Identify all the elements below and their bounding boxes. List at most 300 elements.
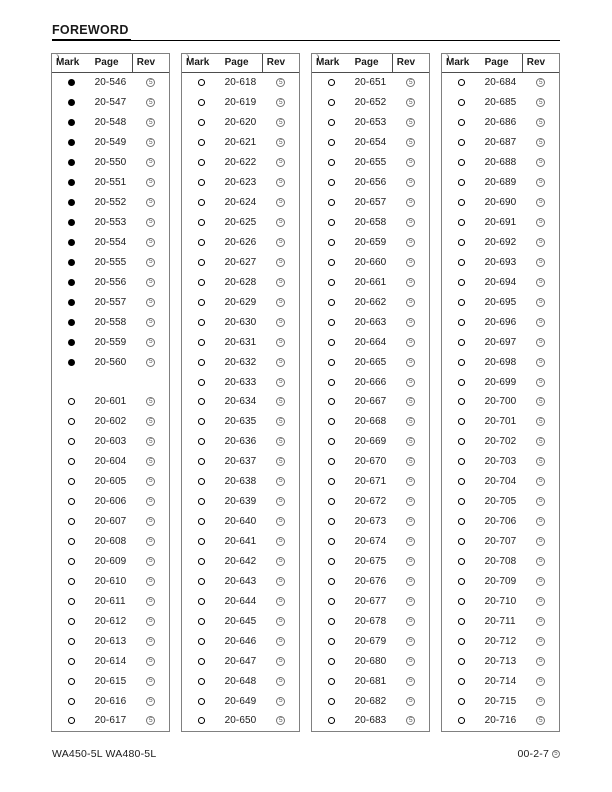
mark-cell [442,233,481,253]
mark-cell [442,492,481,512]
rev-cell [133,512,169,532]
mark-open-circle-icon [458,618,466,625]
mark-open-circle-icon [328,119,336,126]
rev-cell [263,552,299,572]
table-row [442,452,559,472]
mark-open-circle-icon [458,518,466,525]
rev-cell [523,153,559,173]
page-number-cell: 20-556 [94,276,127,288]
rev-circled-number-icon: 5 [536,378,545,387]
page-number-cell: 20-636 [224,436,257,448]
mark-open-circle-icon [328,259,336,266]
rev-cell [393,691,429,711]
rev-circled-number-icon: 5 [276,138,285,147]
rev-cell [263,372,299,392]
rev-circled-number-icon: 5 [146,138,155,147]
page-number-cell: 20-660 [354,256,387,268]
rev-circled-number-icon: 5 [536,338,545,347]
table-row [442,671,559,691]
mark-cell [182,452,221,472]
mark-cell [312,452,351,472]
page-number-cell: 20-615 [94,675,127,687]
page-number-cell: 20-628 [224,276,257,288]
table-row [52,651,169,671]
rev-circled-number-icon: 5 [146,298,155,307]
page-number-cell: 20-633 [224,376,257,388]
mark-open-circle-icon [458,578,466,585]
mark-open-circle-icon [198,618,206,625]
table-row [442,213,559,233]
rev-cell [523,272,559,292]
mark-cell [312,472,351,492]
page-number-cell: 20-551 [94,177,127,189]
rev-cell [393,153,429,173]
mark-cell [182,671,221,691]
table-row [182,631,299,651]
revision-table [441,53,560,732]
page-footer [52,748,560,760]
rev-circled-number-icon: 5 [276,597,285,606]
rev-circled-number-icon: 5 [406,358,415,367]
rev-cell [133,432,169,452]
table-row [52,173,169,193]
page-number-cell: 20-709 [484,575,517,587]
rev-circled-number-icon: 5 [146,78,155,87]
page-number-cell: 20-621 [224,137,257,149]
rev-cell [133,173,169,193]
rev-cell [263,512,299,532]
page-number-cell: 20-613 [94,635,127,647]
mark-open-circle-icon [458,658,466,665]
mark-cell [442,512,481,532]
rev-circled-number-icon: 5 [276,78,285,87]
mark-open-circle-icon [68,698,76,705]
page-number-cell: 20-683 [354,715,387,727]
table-row [182,93,299,113]
page-number-cell: 20-693 [484,256,517,268]
page-number-cell: 20-650 [224,715,257,727]
page-number-cell: 20-701 [484,416,517,428]
rev-cell [393,272,429,292]
table-row [312,691,429,711]
table-row [52,571,169,591]
table-row [52,711,169,731]
mark-cell [442,193,481,213]
mark-filled-circle-icon [68,219,75,226]
mark-cell [312,591,351,611]
table-row [312,432,429,452]
page-number-cell: 20-614 [94,655,127,667]
mark-open-circle-icon [328,698,336,705]
rev-cell [523,392,559,412]
mark-open-circle-icon [458,279,466,286]
rev-circled-number-icon: 5 [146,118,155,127]
mark-open-circle-icon [198,239,206,246]
mark-open-circle-icon [328,239,336,246]
mark-open-circle-icon [458,199,466,206]
page-number-cell: 20-658 [354,217,387,229]
table-row [312,312,429,332]
mark-cell [312,252,351,272]
rev-cell [523,213,559,233]
mark-open-circle-icon [328,99,336,106]
mark-cell [52,153,91,173]
rev-cell [263,691,299,711]
mark-open-circle-icon [458,698,466,705]
rev-cell [133,552,169,572]
rev-circled-number-icon: 5 [536,318,545,327]
mark-cell [182,611,221,631]
mark-open-circle-icon [198,199,206,206]
col-header-mark: Mark [182,54,189,61]
rev-cell [263,173,299,193]
mark-cell [312,611,351,631]
rev-circled-number-icon: 5 [276,657,285,666]
mark-open-circle-icon [68,658,76,665]
page-number-cell: 20-611 [94,595,126,607]
page-number-cell: 20-608 [94,536,127,548]
rev-cell [133,452,169,472]
mark-filled-circle-icon [68,339,75,346]
table-row [52,372,169,392]
mark-open-circle-icon [68,558,76,565]
rev-cell [393,93,429,113]
table-row [312,412,429,432]
rev-cell [523,412,559,432]
rev-circled-number-icon: 5 [406,138,415,147]
rev-circled-number-icon: 5 [146,637,155,646]
rev-circled-number-icon: 5 [406,278,415,287]
table-row [52,412,169,432]
mark-cell [52,651,91,671]
table-row [52,332,169,352]
mark-open-circle-icon [198,438,206,445]
mark-open-circle-icon [328,359,336,366]
mark-open-circle-icon [328,717,336,724]
rev-cell [263,113,299,133]
mark-open-circle-icon [458,478,466,485]
mark-cell [52,233,91,253]
mark-cell [312,691,351,711]
page-number-cell: 20-553 [94,217,127,229]
mark-cell [182,631,221,651]
rev-cell [263,571,299,591]
page-number-cell: 20-623 [224,177,257,189]
mark-cell [182,272,221,292]
mark-open-circle-icon [198,379,206,386]
table-row [182,73,299,93]
mark-cell [442,631,481,651]
mark-filled-circle-icon [68,119,75,126]
page-number-cell: 20-620 [224,117,257,129]
table-row [182,352,299,372]
table-row [52,272,169,292]
table-row [52,671,169,691]
table-row [182,412,299,432]
rev-cell [263,213,299,233]
col-header-page: Page [221,54,263,72]
page-number-cell: 20-687 [484,137,517,149]
page-number-cell: 20-618 [224,77,257,89]
mark-open-circle-icon [198,279,206,286]
rev-circled-number-icon: 5 [146,358,155,367]
mark-open-circle-icon [198,319,206,326]
mark-open-circle-icon [328,139,336,146]
mark-cell [442,472,481,492]
table-header-row [52,54,169,73]
rev-cell [393,711,429,731]
mark-cell [52,252,91,272]
table-row [182,432,299,452]
rev-circled-number-icon: 5 [536,98,545,107]
rev-cell [133,213,169,233]
table-row [312,651,429,671]
mark-cell [182,352,221,372]
mark-cell [182,571,221,591]
rev-circled-number-icon: 5 [146,258,155,267]
table-row [442,472,559,492]
table-row [182,173,299,193]
page-number-cell: 20-696 [484,316,517,328]
table-row [442,412,559,432]
table-row [312,532,429,552]
table-row [442,631,559,651]
mark-filled-circle-icon [68,139,75,146]
page-number-cell: 20-712 [484,635,517,647]
mark-cell [182,73,221,93]
rev-circled-number-icon: 5 [406,677,415,686]
rev-cell [393,392,429,412]
col-header-mark: Mark [442,54,449,61]
rev-circled-number-icon: 5 [536,417,545,426]
mark-cell [442,571,481,591]
table-row [52,472,169,492]
rev-circled-number-icon: 5 [536,397,545,406]
rev-cell [133,133,169,153]
mark-cell [442,173,481,193]
mark-cell [312,113,351,133]
mark-cell [442,213,481,233]
page-number-cell: 20-632 [224,356,257,368]
rev-circled-number-icon: 5 [536,617,545,626]
rev-circled-number-icon: 5 [146,697,155,706]
mark-open-circle-icon [198,638,206,645]
page-number-cell: 20-638 [224,476,257,488]
page-number: 00-2-7 [517,748,549,760]
rev-circled-number-icon: 5 [406,517,415,526]
rev-cell [133,392,169,412]
mark-cell [182,153,221,173]
rev-cell [263,412,299,432]
table-row [312,452,429,472]
mark-open-circle-icon [328,578,336,585]
col-header-page: Page [91,54,133,72]
mark-cell [182,552,221,572]
mark-cell [182,252,221,272]
rev-circled-number-icon: 5 [276,278,285,287]
rev-cell [393,352,429,372]
mark-open-circle-icon [68,598,76,605]
mark-cell [182,193,221,213]
mark-cell [312,153,351,173]
mark-open-circle-icon [328,179,336,186]
rev-cell [523,472,559,492]
rev-circled-number-icon: 5 [536,716,545,725]
page-number-cell: 20-690 [484,197,517,209]
col-header-rev: Rev [266,57,286,68]
rev-cell [393,492,429,512]
mark-cell [52,113,91,133]
rev-cell [393,372,429,392]
table-row [52,591,169,611]
rev-circled-number-icon: 5 [406,437,415,446]
table-row [52,691,169,711]
table-row [182,571,299,591]
mark-cell [312,272,351,292]
mark-open-circle-icon [458,538,466,545]
rev-cell [393,611,429,631]
table-row [442,571,559,591]
rev-circled-number-icon: 5 [406,238,415,247]
rev-cell [263,312,299,332]
mark-open-circle-icon [458,299,466,306]
rev-cell [263,73,299,93]
page-number-cell: 20-558 [94,316,127,328]
mark-open-circle-icon [328,438,336,445]
rev-circled-number-icon: 5 [146,477,155,486]
mark-open-circle-icon [458,219,466,226]
mark-open-circle-icon [328,219,336,226]
mark-cell [182,472,221,492]
mark-open-circle-icon [328,339,336,346]
mark-open-circle-icon [328,538,336,545]
rev-circled-number-icon: 5 [406,577,415,586]
table-row [182,611,299,631]
page-number-cell: 20-619 [224,97,257,109]
rev-circled-number-icon: 5 [406,477,415,486]
mark-open-circle-icon [68,438,76,445]
mark-open-circle-icon [458,99,466,106]
mark-cell [182,591,221,611]
rev-cell [523,133,559,153]
rev-cell [523,631,559,651]
page-number-cell: 20-642 [224,555,257,567]
table-row [442,153,559,173]
mark-cell [182,691,221,711]
mark-open-circle-icon [198,518,206,525]
mark-cell [52,292,91,312]
rev-cell [263,332,299,352]
rev-cell [523,432,559,452]
page-number-cell: 20-669 [354,436,387,448]
mark-open-circle-icon [68,498,76,505]
rev-circled-number-icon: 5 [276,457,285,466]
mark-cell [52,73,91,93]
page-number-cell: 20-684 [484,77,517,89]
page-number-cell: 20-695 [484,296,517,308]
mark-cell [312,631,351,651]
mark-cell [312,332,351,352]
page-number-cell: 20-677 [354,595,387,607]
mark-open-circle-icon [458,418,466,425]
rev-circled-number-icon: 5 [146,338,155,347]
rev-cell [133,272,169,292]
rev-cell [523,452,559,472]
mark-cell [182,492,221,512]
mark-cell [312,571,351,591]
page-number-cell: 20-699 [484,376,517,388]
rev-circled-number-icon: 5 [536,78,545,87]
rev-circled-number-icon: 5 [536,278,545,287]
rev-circled-number-icon: 5 [146,198,155,207]
rev-circled-number-icon: 5 [146,397,155,406]
mark-open-circle-icon [198,159,206,166]
page-number-cell: 20-672 [354,496,387,508]
table-row [52,93,169,113]
rev-cell [393,133,429,153]
mark-open-circle-icon [458,319,466,326]
table-row [182,113,299,133]
rev-circled-number-icon: 5 [536,477,545,486]
rev-circled-number-icon: 5 [276,697,285,706]
mark-open-circle-icon [328,379,336,386]
table-row [52,153,169,173]
rev-circled-number-icon: 5 [276,158,285,167]
mark-cell [312,532,351,552]
page-number-cell: 20-689 [484,177,517,189]
rev-cell [523,611,559,631]
mark-open-circle-icon [458,339,466,346]
rev-circled-number-icon: 5 [406,537,415,546]
table-row [52,532,169,552]
mark-cell [442,133,481,153]
mark-cell [312,312,351,332]
page-number-cell: 20-666 [354,376,387,388]
rev-circled-number-icon: 5 [406,417,415,426]
mark-filled-circle-icon [68,99,75,106]
page-number-cell: 20-705 [484,496,517,508]
rev-circled-number-icon: 5 [276,378,285,387]
table-row [52,213,169,233]
table-row [52,233,169,253]
rev-circled-number-icon: 5 [406,78,415,87]
mark-cell [442,691,481,711]
table-row [182,671,299,691]
rev-circled-number-icon: 5 [536,118,545,127]
rev-circled-number-icon: 5 [406,617,415,626]
page-number-cell: 20-667 [354,396,387,408]
mark-cell [52,571,91,591]
rev-cell [263,671,299,691]
mark-open-circle-icon [198,538,206,545]
page-title: FOREWORD [52,23,131,41]
rev-circled-number-icon: 5 [276,98,285,107]
mark-cell [442,412,481,432]
rev-cell [523,651,559,671]
table-row [442,93,559,113]
page-number-cell: 20-692 [484,236,517,248]
rev-cell [523,671,559,691]
rev-circled-number-icon: 5 [146,597,155,606]
table-row [182,213,299,233]
mark-cell [312,392,351,412]
rev-circled-number-icon: 5 [406,378,415,387]
mark-filled-circle-icon [68,299,75,306]
table-row [52,73,169,93]
mark-open-circle-icon [198,179,206,186]
table-row [312,73,429,93]
table-row [182,193,299,213]
